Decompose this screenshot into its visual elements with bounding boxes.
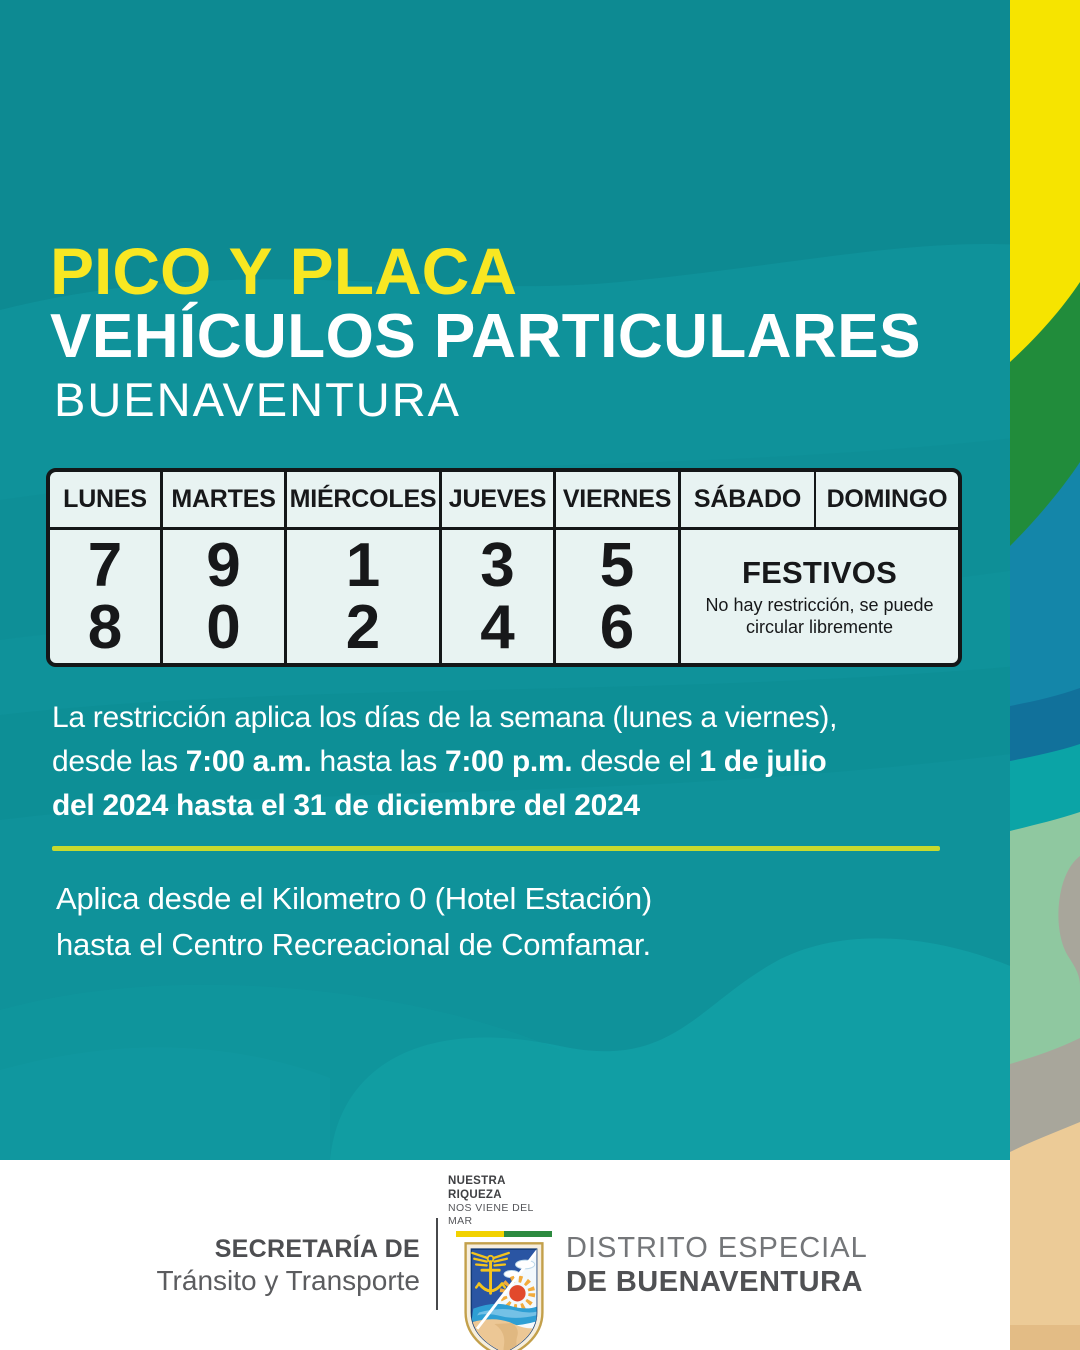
day-header-lunes: LUNES xyxy=(50,472,163,530)
pico-placa-table xyxy=(46,468,962,667)
festivos-cell: FESTIVOS No hay restricción, se puede circular libremente xyxy=(705,555,934,637)
day-header-domingo: DOMINGO xyxy=(816,472,958,530)
day-header-martes: MARTES xyxy=(163,472,287,530)
coverage-paragraph xyxy=(56,876,956,968)
crest-flag-bar xyxy=(456,1231,552,1237)
restriction-line-1: La restricción aplica los días de la semana (lunes a viernes), xyxy=(52,701,838,734)
footer-bar xyxy=(0,1160,1010,1350)
poster-subtitle: VEHÍCULOS PARTICULARES xyxy=(50,302,922,371)
crest-shield-icon xyxy=(456,1239,552,1350)
coverage-line-2: hasta el Centro Recreacional de Comfamar. xyxy=(56,927,651,962)
crest-motto-line2: NOS VIENE DEL MAR xyxy=(448,1202,534,1227)
distrito-logo-text: DISTRITO ESPECIAL DE BUENAVENTURA xyxy=(566,1232,868,1298)
crest-motto-line1: NUESTRA RIQUEZA xyxy=(448,1175,506,1201)
restriction-line-3: del 2024 hasta el 31 de diciembre del 2024 xyxy=(52,789,640,822)
restriction-line-2: desde las 7:00 a.m. hasta las 7:00 p.m. desde el 1 de julio xyxy=(52,745,827,778)
day-header-jueves: JUEVES xyxy=(442,472,556,530)
right-edge-ribbon xyxy=(1010,0,1080,1350)
plate-cell-miercoles: 1 2 xyxy=(287,530,442,663)
poster-city: BUENAVENTURA xyxy=(54,373,462,426)
buenaventura-crest xyxy=(448,1174,560,1350)
plate-cell-jueves: 3 4 xyxy=(442,530,556,663)
plate-cell-lunes: 7 8 xyxy=(50,530,163,663)
day-header-miercoles: MIÉRCOLES xyxy=(287,472,442,530)
divider-line xyxy=(52,846,940,851)
day-header-sabado: SÁBADO xyxy=(681,472,816,530)
restriction-paragraph xyxy=(52,696,982,828)
day-header-viernes: VIERNES xyxy=(556,472,681,530)
plate-cell-viernes: 5 6 xyxy=(556,530,681,663)
secretaria-logo-text: SECRETARÍA DE Tránsito y Transporte xyxy=(156,1235,420,1296)
footer-divider-rule xyxy=(436,1218,438,1310)
plate-cell-martes: 9 0 xyxy=(163,530,287,663)
coverage-line-1: Aplica desde el Kilometro 0 (Hotel Estación) xyxy=(56,881,652,916)
poster-title: PICO Y PLACA xyxy=(50,234,517,308)
